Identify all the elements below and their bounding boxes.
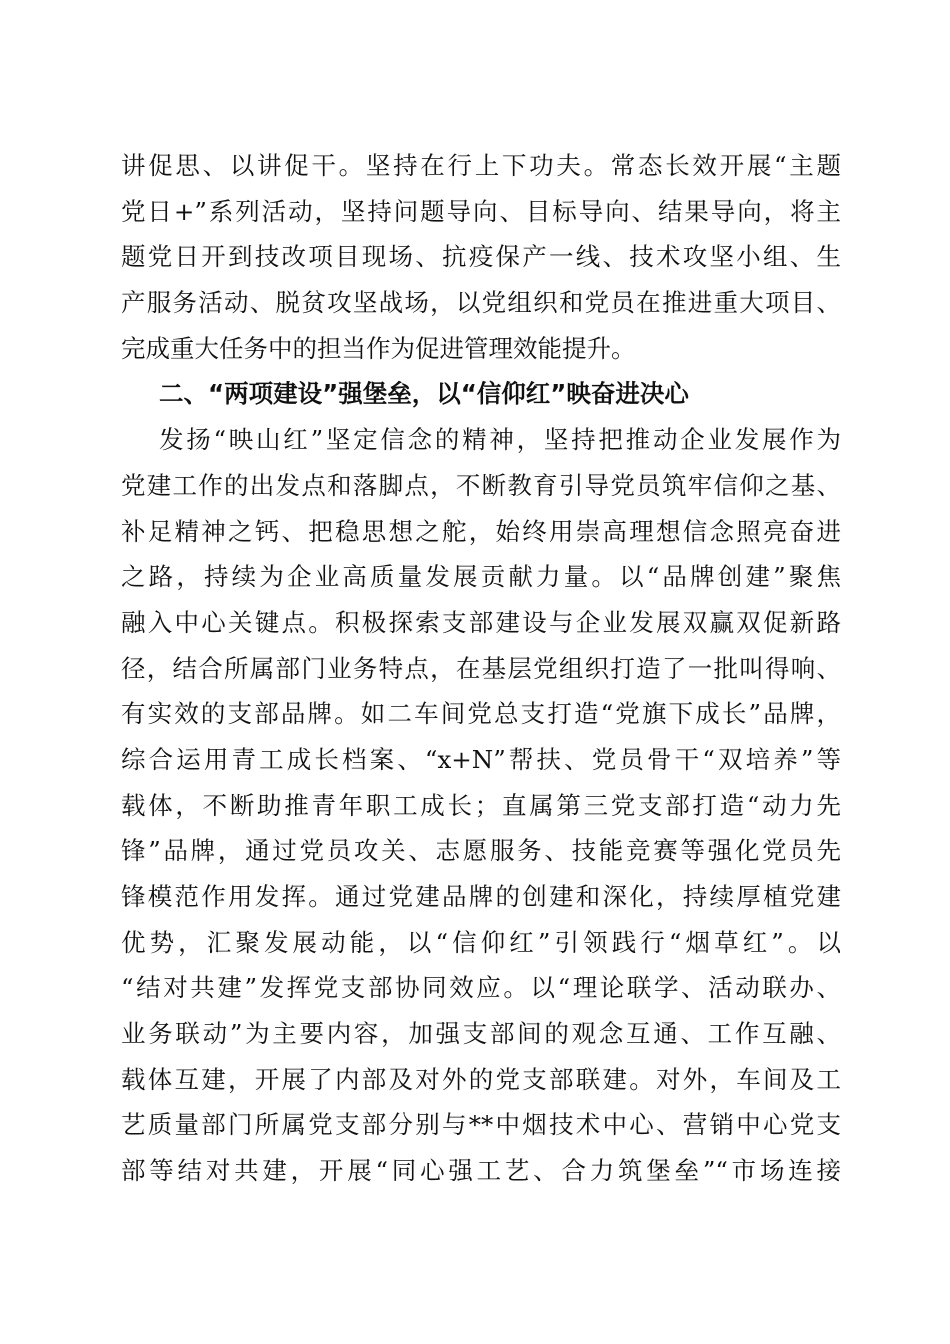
paragraph-line: 优势，汇聚发展动能，以“信仰红”引领践行“烟草红”。以 <box>121 927 841 957</box>
paragraph-line: 融入中心关键点。积极探索支部建设与企业发展双赢双促新路 <box>121 607 841 637</box>
paragraph-line: 有实效的支部品牌。如二车间党总支打造“党旗下成长”品牌， <box>121 699 841 729</box>
paragraph-line: 之路，持续为企业高质量发展贡献力量。以“品牌创建”聚焦 <box>121 562 841 592</box>
paragraph-line: 径，结合所属部门业务特点，在基层党组织打造了一批叫得响、 <box>121 653 841 683</box>
paragraph-line: 锋”品牌，通过党员攻关、志愿服务、技能竞赛等强化党员先 <box>121 836 841 866</box>
document-body <box>121 143 841 1194</box>
paragraph-line: 补足精神之钙、把稳思想之舵，始终用崇高理想信念照亮奋进 <box>121 516 841 546</box>
paragraph-line: 党建工作的出发点和落脚点，不断教育引导党员筑牢信仰之基、 <box>121 470 841 500</box>
paragraph-line: 载体互建，开展了内部及对外的党支部联建。对外，车间及工 <box>121 1064 841 1094</box>
paragraph-line: 业务联动”为主要内容，加强支部间的观念互通、工作互融、 <box>121 1019 841 1049</box>
paragraph-line: 发扬“映山红”坚定信念的精神，坚持把推动企业发展作为 <box>159 425 841 455</box>
paragraph-line: 产服务活动、脱贫攻坚战场，以党组织和党员在推进重大项目、 <box>121 288 841 318</box>
paragraph-line: 完成重大任务中的担当作为促进管理效能提升。 <box>121 333 636 363</box>
paragraph-line: 讲促思、以讲促干。坚持在行上下功夫。常态长效开展“主题 <box>121 151 841 180</box>
section-heading: 二、“两项建设”强堡垒，以“信仰红”映奋进决心 <box>159 379 689 409</box>
paragraph-line: 艺质量部门所属党支部分别与**中烟技术中心、营销中心党支 <box>121 1110 841 1140</box>
paragraph-line: 综合运用青工成长档案、“x+N”帮扶、党员骨干“双培养”等 <box>121 744 841 774</box>
paragraph-line: 党日+”系列活动，坚持问题导向、目标导向、结果导向，将主 <box>121 196 841 226</box>
paragraph-line: 部等结对共建，开展“同心强工艺、合力筑堡垒”“市场连接 <box>121 1156 841 1186</box>
paragraph-line: 锋模范作用发挥。通过党建品牌的创建和深化，持续厚植党建 <box>121 882 841 911</box>
paragraph-line: 题党日开到技改项目现场、抗疫保产一线、技术攻坚小组、生 <box>121 242 841 272</box>
paragraph-line: “结对共建”发挥党支部协同效应。以“理论联学、活动联办、 <box>121 973 841 1003</box>
paragraph-line: 载体，不断助推青年职工成长；直属第三党支部打造“动力先 <box>121 790 841 820</box>
